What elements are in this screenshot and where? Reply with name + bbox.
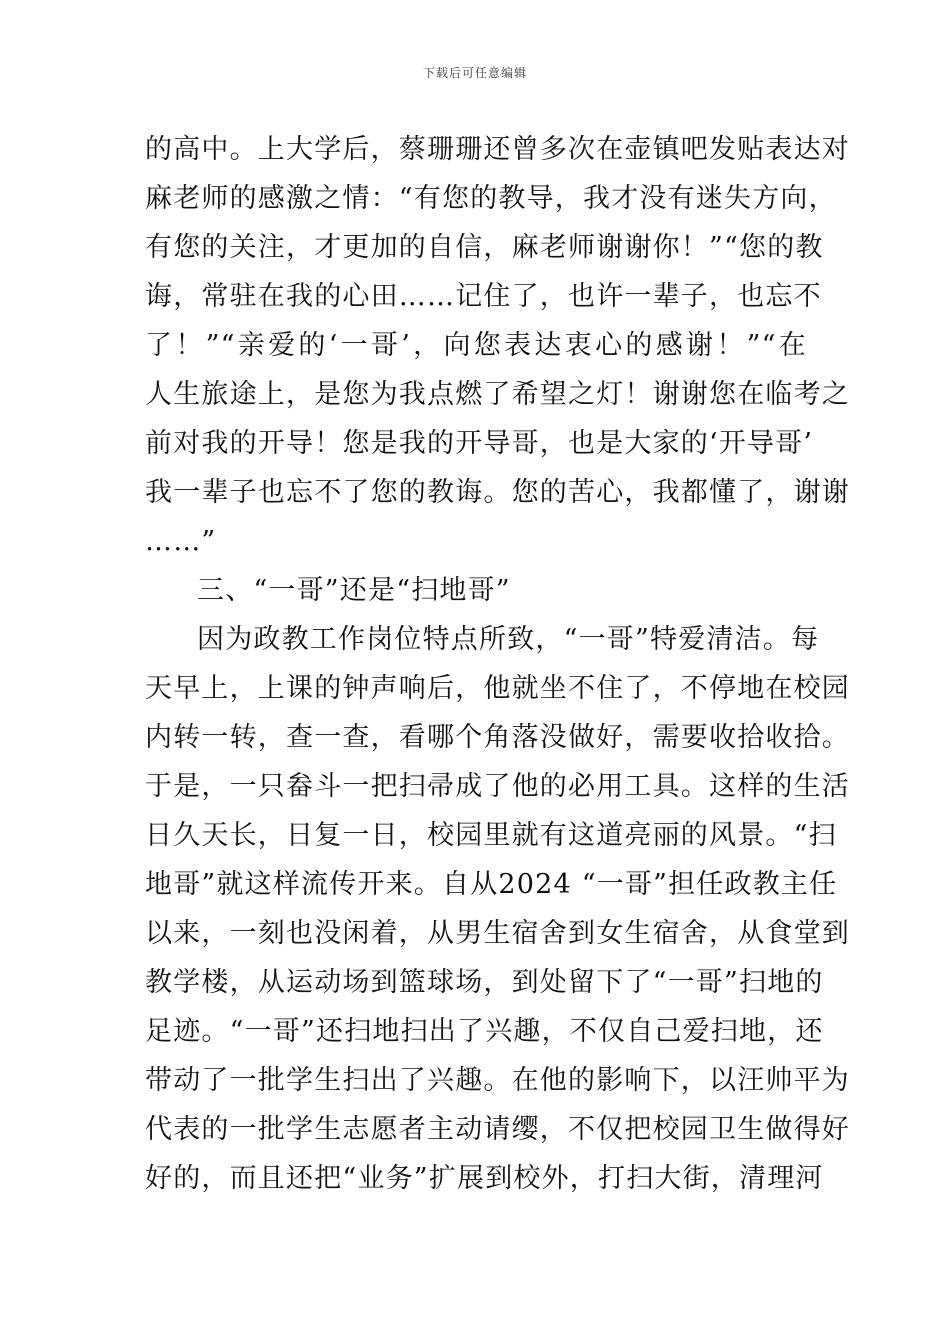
text-line: 足迹。“一哥”还扫地扫出了兴趣，不仅自己爱扫地，还 — [145, 1016, 824, 1047]
document-body — [145, 125, 850, 1203]
text-line: 天早上，上课的钟声响后，他就坐不住了，不停地在校园 — [145, 673, 850, 704]
section-heading: 三、“一哥”还是“扫地哥” — [197, 575, 511, 606]
paragraph-start-line: 因为政教工作岗位特点所致，“一哥”特爱清洁。每 — [197, 624, 820, 655]
text-line: 地哥”就这样流传开来。自从2024 “一哥”担任政教主任 — [145, 869, 838, 900]
text-line: 人生旅途上，是您为我点燃了希望之灯！谢谢您在临考之 — [145, 379, 850, 410]
text-line: 内转一转，查一查，看哪个角落没做好，需要收拾收拾。 — [145, 722, 850, 753]
text-line: 诲，常驻在我的心田……记住了，也许一辈子，也忘不 — [145, 281, 822, 312]
text-line: 以来，一刻也没闲着，从男生宿舍到女生宿舍，从食堂到 — [145, 918, 850, 949]
text-line: 于是，一只畚斗一把扫帚成了他的必用工具。这样的生活 — [145, 771, 850, 802]
text-line: 日久天长，日复一日，校园里就有这道亮丽的风景。“扫 — [145, 820, 837, 851]
text-line: 的高中。上大学后，蔡珊珊还曾多次在壶镇吧发贴表达对 — [145, 134, 850, 165]
text-line: 前对我的开导！您是我的开导哥，也是大家的‘开导哥’ — [145, 428, 814, 459]
text-line: 好的，而且还把“业务”扩展到校外，打扫大街，清理河 — [145, 1163, 824, 1194]
text-line: 带动了一批学生扫出了兴趣。在他的影响下，以汪帅平为 — [145, 1065, 850, 1096]
page-header: 下载后可任意编辑 — [422, 66, 527, 80]
text-line: 有您的关注，才更加的自信，麻老师谢谢你！”“您的教 — [145, 232, 824, 263]
text-line: 我一辈子也忘不了您的教诲。您的苦心，我都懂了，谢谢 — [145, 477, 850, 508]
text-line: 教学楼，从运动场到篮球场，到处留下了“一哥”扫地的 — [145, 967, 824, 998]
text-line: 麻老师的感激之情：“有您的教导，我才没有迷失方向， — [145, 183, 837, 214]
text-line: 了！”“亲爱的‘一哥’，向您表达衷心的感谢！”“在 — [145, 330, 807, 361]
text-line-end: ……” — [145, 526, 217, 557]
text-line: 代表的一批学生志愿者主动请缨，不仅把校园卫生做得好 — [145, 1114, 850, 1145]
